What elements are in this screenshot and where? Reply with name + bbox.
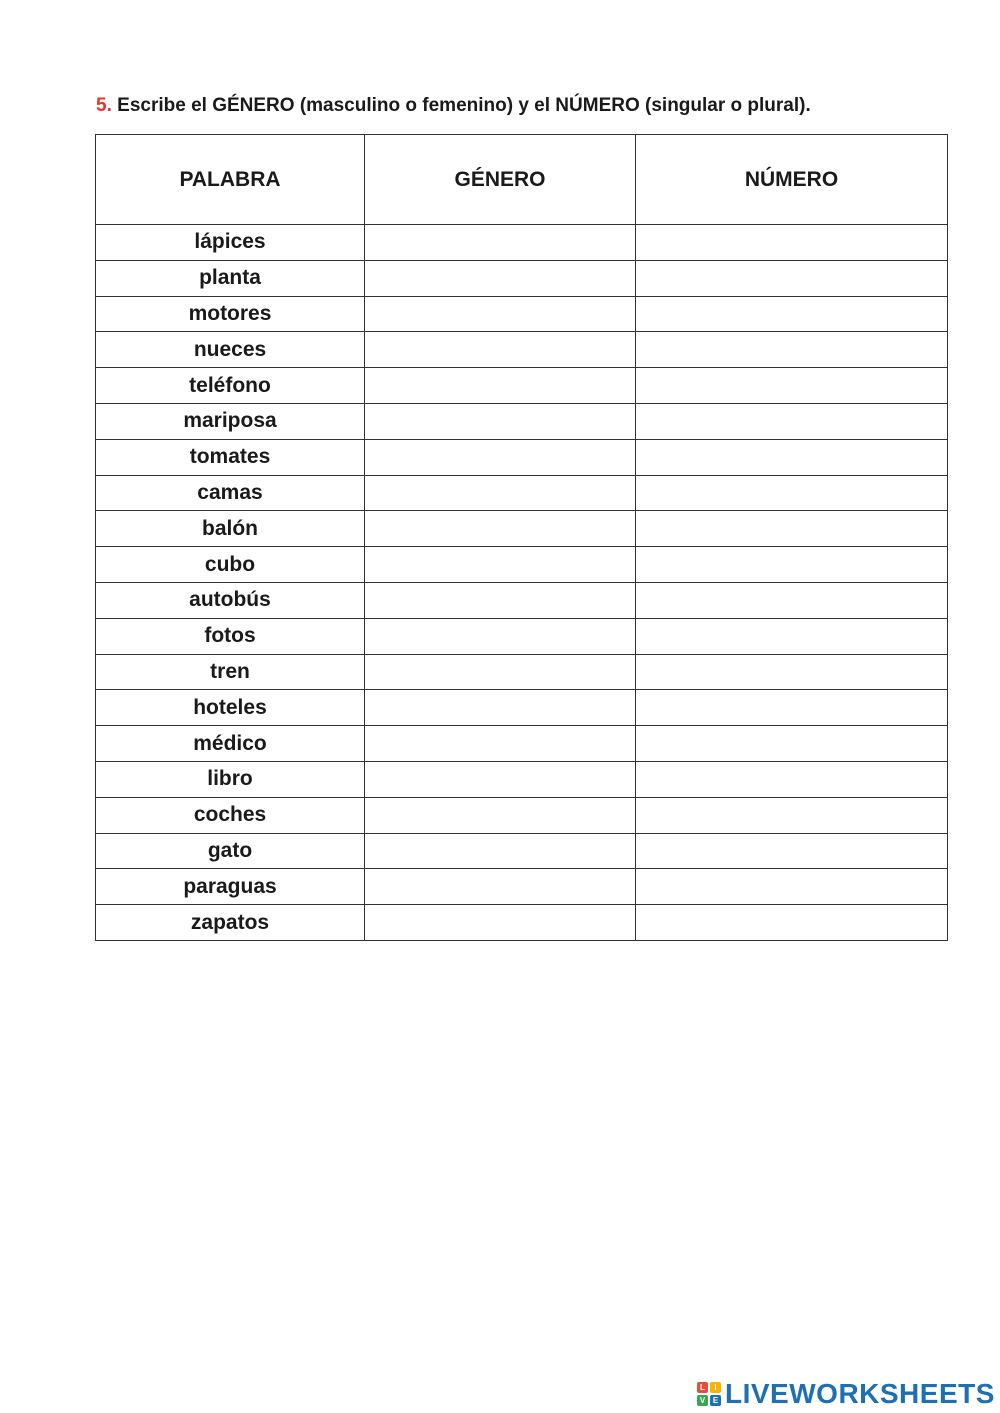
word-cell: nueces	[96, 332, 365, 368]
genero-answer-cell[interactable]	[365, 368, 636, 404]
word-cell: motores	[96, 296, 365, 332]
table-row	[96, 225, 948, 261]
header-palabra: PALABRA	[96, 135, 365, 225]
genero-answer-cell[interactable]	[365, 296, 636, 332]
table-row	[96, 869, 948, 905]
table-row	[96, 618, 948, 654]
table-row	[96, 547, 948, 583]
genero-answer-cell[interactable]	[365, 439, 636, 475]
header-numero: NÚMERO	[636, 135, 948, 225]
numero-answer-cell[interactable]	[636, 260, 948, 296]
logo-tile: E	[710, 1395, 721, 1406]
word-cell: mariposa	[96, 403, 365, 439]
table-row	[96, 296, 948, 332]
word-cell: gato	[96, 833, 365, 869]
table-row	[96, 475, 948, 511]
word-cell: teléfono	[96, 368, 365, 404]
numero-answer-cell[interactable]	[636, 511, 948, 547]
header-row	[96, 135, 948, 225]
genero-answer-cell[interactable]	[365, 833, 636, 869]
worksheet-table	[95, 134, 948, 941]
genero-answer-cell[interactable]	[365, 905, 636, 941]
table-row	[96, 726, 948, 762]
numero-answer-cell[interactable]	[636, 797, 948, 833]
genero-answer-cell[interactable]	[365, 869, 636, 905]
word-cell: hoteles	[96, 690, 365, 726]
numero-answer-cell[interactable]	[636, 905, 948, 941]
genero-answer-cell[interactable]	[365, 690, 636, 726]
word-cell: médico	[96, 726, 365, 762]
numero-answer-cell[interactable]	[636, 690, 948, 726]
genero-answer-cell[interactable]	[365, 403, 636, 439]
word-cell: autobús	[96, 582, 365, 618]
table-row	[96, 905, 948, 941]
instruction-text: Escribe el GÉNERO (masculino o femenino) y el NÚMERO (singular o plural).	[117, 95, 811, 116]
genero-answer-cell[interactable]	[365, 260, 636, 296]
numero-answer-cell[interactable]	[636, 368, 948, 404]
word-rows	[96, 225, 948, 941]
numero-answer-cell[interactable]	[636, 547, 948, 583]
genero-answer-cell[interactable]	[365, 726, 636, 762]
numero-answer-cell[interactable]	[636, 618, 948, 654]
table-row	[96, 403, 948, 439]
word-cell: planta	[96, 260, 365, 296]
instruction-line	[96, 94, 811, 118]
numero-answer-cell[interactable]	[636, 332, 948, 368]
word-cell: coches	[96, 797, 365, 833]
numero-answer-cell[interactable]	[636, 439, 948, 475]
word-cell: fotos	[96, 618, 365, 654]
header-genero: GÉNERO	[365, 135, 636, 225]
logo-tile: L	[697, 1382, 708, 1393]
genero-answer-cell[interactable]	[365, 654, 636, 690]
numero-answer-cell[interactable]	[636, 403, 948, 439]
numero-answer-cell[interactable]	[636, 726, 948, 762]
genero-answer-cell[interactable]	[365, 547, 636, 583]
table-row	[96, 833, 948, 869]
table-row	[96, 582, 948, 618]
genero-answer-cell[interactable]	[365, 618, 636, 654]
genero-answer-cell[interactable]	[365, 797, 636, 833]
genero-answer-cell[interactable]	[365, 511, 636, 547]
logo-tile: V	[697, 1395, 708, 1406]
word-cell: cubo	[96, 547, 365, 583]
word-cell: libro	[96, 761, 365, 797]
word-cell: camas	[96, 475, 365, 511]
table-row	[96, 368, 948, 404]
table-row	[96, 511, 948, 547]
genero-answer-cell[interactable]	[365, 225, 636, 261]
numero-answer-cell[interactable]	[636, 761, 948, 797]
word-cell: tomates	[96, 439, 365, 475]
genero-answer-cell[interactable]	[365, 582, 636, 618]
brand-name: LIVEWORKSHEETS	[725, 1378, 995, 1409]
word-cell: paraguas	[96, 869, 365, 905]
numero-answer-cell[interactable]	[636, 654, 948, 690]
numero-answer-cell[interactable]	[636, 296, 948, 332]
word-cell: lápices	[96, 225, 365, 261]
exercise-number: 5.	[96, 95, 112, 116]
logo-tile: I	[710, 1382, 721, 1393]
table-row	[96, 797, 948, 833]
genero-answer-cell[interactable]	[365, 332, 636, 368]
table-row	[96, 761, 948, 797]
numero-answer-cell[interactable]	[636, 869, 948, 905]
numero-answer-cell[interactable]	[636, 833, 948, 869]
genero-answer-cell[interactable]	[365, 475, 636, 511]
word-cell: balón	[96, 511, 365, 547]
numero-answer-cell[interactable]	[636, 582, 948, 618]
numero-answer-cell[interactable]	[636, 225, 948, 261]
liveworksheets-logo	[697, 1378, 995, 1410]
table-row	[96, 260, 948, 296]
table-row	[96, 654, 948, 690]
genero-answer-cell[interactable]	[365, 761, 636, 797]
logo-mark-icon	[697, 1382, 721, 1406]
numero-answer-cell[interactable]	[636, 475, 948, 511]
table-row	[96, 332, 948, 368]
table-row	[96, 439, 948, 475]
word-cell: tren	[96, 654, 365, 690]
word-cell: zapatos	[96, 905, 365, 941]
table-row	[96, 690, 948, 726]
